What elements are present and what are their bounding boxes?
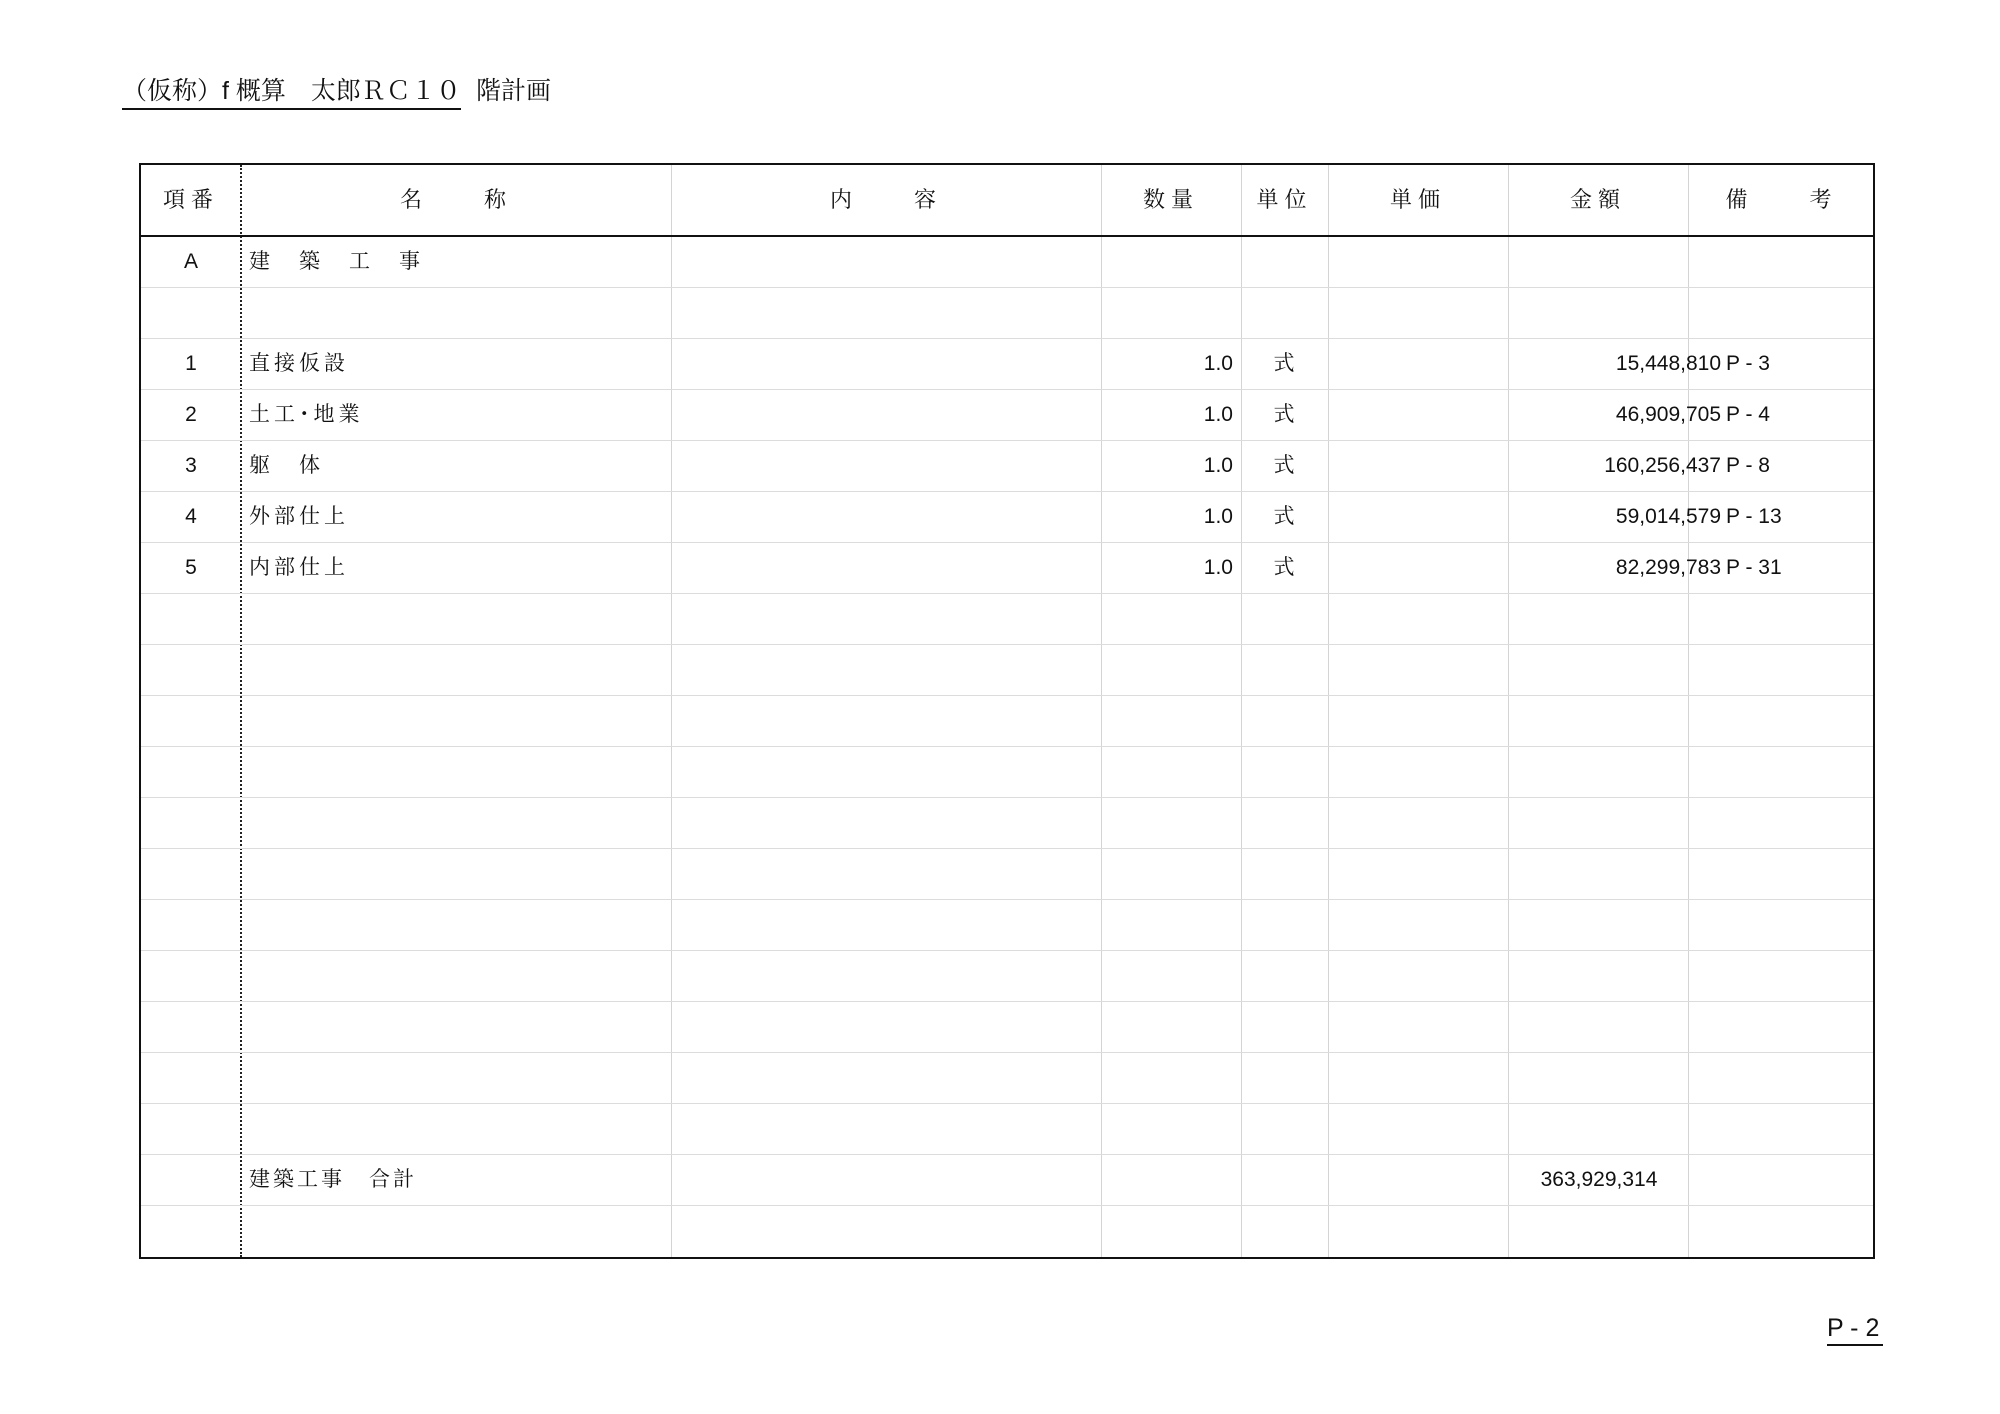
row-name: 外部仕上: [249, 505, 349, 528]
row-remarks: P - 8: [1726, 454, 1770, 477]
header-name: 名 称: [399, 187, 512, 212]
table-row: [141, 491, 1875, 542]
section-row: [141, 236, 1875, 287]
header-amount: 金額: [1569, 187, 1626, 212]
row-no: 4: [185, 505, 197, 528]
row-no: 3: [185, 454, 197, 477]
row-unit: 式: [1273, 505, 1295, 528]
column-divider-name: [671, 165, 672, 1257]
column-divider-unit-price: [1508, 165, 1509, 1257]
total-label: 建築工事 合計: [249, 1168, 417, 1191]
row-remarks: P - 13: [1726, 505, 1782, 528]
row-quantity: 1.0: [1203, 556, 1233, 579]
row-unit: 式: [1273, 454, 1295, 477]
row-line: [141, 1052, 1873, 1053]
document-title-suffix: 階計画: [476, 77, 552, 105]
row-name: 躯 体: [249, 454, 324, 477]
header-remarks: 備 考: [1725, 187, 1838, 212]
row-quantity: 1.0: [1203, 352, 1233, 375]
header-content: 内 容: [829, 187, 942, 212]
row-no: 2: [185, 403, 197, 426]
row-remarks: P - 3: [1726, 352, 1770, 375]
row-line: [141, 899, 1873, 900]
row-name: 直接仮設: [249, 352, 349, 375]
row-no: 5: [185, 556, 197, 579]
row-amount: 46,909,705: [1615, 403, 1721, 426]
row-line: [141, 1103, 1873, 1104]
document-title: （仮称）f 概算 太郎ＲＣ１０: [122, 74, 461, 110]
row-quantity: 1.0: [1203, 403, 1233, 426]
header-item-no: 項番: [162, 187, 219, 212]
table-row: [141, 440, 1875, 491]
row-amount: 59,014,579: [1615, 505, 1721, 528]
row-unit: 式: [1273, 352, 1295, 375]
row-line: [141, 644, 1873, 645]
column-divider-unit: [1328, 165, 1329, 1257]
table-row: [141, 389, 1875, 440]
table-row: [141, 542, 1875, 593]
row-name: 土工･地業: [249, 403, 364, 426]
row-name: 内部仕上: [249, 556, 349, 579]
column-divider-content: [1101, 165, 1102, 1257]
total-row: [141, 1154, 1875, 1205]
column-divider-quantity: [1241, 165, 1242, 1257]
row-quantity: 1.0: [1203, 505, 1233, 528]
row-unit: 式: [1273, 556, 1295, 579]
row-line: [141, 797, 1873, 798]
row-remarks: P - 4: [1726, 403, 1770, 426]
row-quantity: 1.0: [1203, 454, 1233, 477]
page-number: P - 2: [1827, 1312, 1883, 1346]
row-remarks: P - 31: [1726, 556, 1782, 579]
row-line: [141, 695, 1873, 696]
section-no: A: [183, 250, 198, 273]
header-quantity: 数量: [1142, 187, 1199, 212]
estimate-table: [139, 163, 1875, 1259]
row-amount: 160,256,437: [1604, 454, 1721, 477]
row-line: [141, 848, 1873, 849]
row-no: 1: [185, 352, 197, 375]
row-line: [141, 950, 1873, 951]
row-amount: 15,448,810: [1615, 352, 1721, 375]
row-line: [141, 287, 1873, 288]
row-line: [141, 1001, 1873, 1002]
row-amount: 82,299,783: [1615, 556, 1721, 579]
column-divider-item-no: [240, 165, 242, 1257]
row-unit: 式: [1273, 403, 1295, 426]
header-unit-price: 単価: [1389, 187, 1446, 212]
row-line: [141, 1205, 1873, 1206]
section-name: 建 築 工 事: [249, 250, 424, 273]
total-amount: 363,929,314: [1540, 1168, 1658, 1191]
header-unit: 単位: [1256, 187, 1313, 212]
table-row: [141, 338, 1875, 389]
column-divider-amount: [1688, 165, 1689, 1257]
row-line: [141, 746, 1873, 747]
row-line: [141, 593, 1873, 594]
